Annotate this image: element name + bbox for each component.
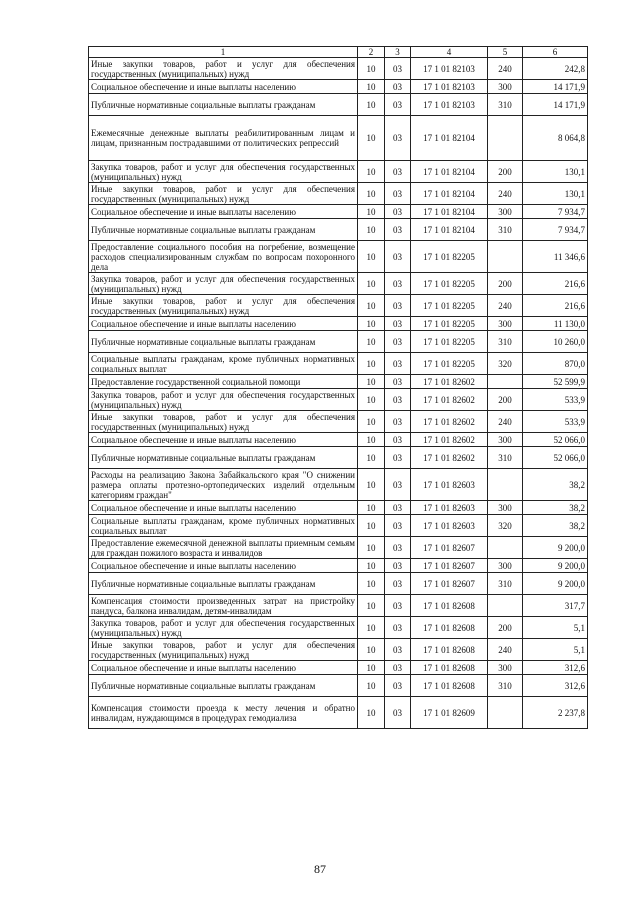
row-section: 10 — [358, 80, 385, 94]
table-row — [89, 295, 588, 317]
row-section: 10 — [358, 661, 385, 675]
row-expense-type: 300 — [488, 317, 523, 331]
row-section: 10 — [358, 411, 385, 433]
row-amount: 242,8 — [523, 58, 588, 80]
row-amount: 216,6 — [523, 295, 588, 317]
row-amount: 7 934,7 — [523, 205, 588, 219]
row-target-code: 17 1 01 82602 — [411, 411, 488, 433]
row-section: 10 — [358, 273, 385, 295]
row-target-code: 17 1 01 82205 — [411, 241, 488, 273]
row-expense-type: 320 — [488, 515, 523, 537]
row-amount: 52 066,0 — [523, 433, 588, 447]
row-amount: 130,1 — [523, 161, 588, 183]
header-col-1: 1 — [89, 47, 358, 58]
row-name: Публичные нормативные социальные выплаты гражданам — [89, 94, 358, 116]
row-section: 10 — [358, 573, 385, 595]
table-row — [89, 537, 588, 559]
row-amount: 38,2 — [523, 469, 588, 501]
table-row — [89, 559, 588, 573]
row-section: 10 — [358, 617, 385, 639]
row-expense-type — [488, 375, 523, 389]
row-section: 10 — [358, 353, 385, 375]
row-subsection: 03 — [385, 537, 411, 559]
row-expense-type: 310 — [488, 94, 523, 116]
row-expense-type: 310 — [488, 331, 523, 353]
row-subsection: 03 — [385, 58, 411, 80]
row-section: 10 — [358, 94, 385, 116]
row-subsection: 03 — [385, 295, 411, 317]
row-amount: 312,6 — [523, 675, 588, 697]
row-target-code: 17 1 01 82608 — [411, 595, 488, 617]
row-name: Публичные нормативные социальные выплаты гражданам — [89, 219, 358, 241]
row-section: 10 — [358, 116, 385, 161]
row-name: Социальное обеспечение и иные выплаты населению — [89, 317, 358, 331]
table-row — [89, 353, 588, 375]
row-amount: 130,1 — [523, 183, 588, 205]
row-subsection: 03 — [385, 205, 411, 219]
table-row — [89, 375, 588, 389]
row-section: 10 — [358, 389, 385, 411]
row-section: 10 — [358, 219, 385, 241]
row-expense-type: 240 — [488, 639, 523, 661]
table-row — [89, 617, 588, 639]
row-expense-type: 300 — [488, 205, 523, 219]
table-row — [89, 661, 588, 675]
row-name: Компенсация стоимости произведенных затрат на пристройку пандуса, балкона инвалидам, детям-инвалидам — [89, 595, 358, 617]
table-row — [89, 161, 588, 183]
row-name: Предоставление социального пособия на погребение, возмещение расходов специализированным службам по вопросам похоронного дела — [89, 241, 358, 273]
row-amount: 7 934,7 — [523, 219, 588, 241]
row-subsection: 03 — [385, 617, 411, 639]
row-name: Закупка товаров, работ и услуг для обеспечения государственных (муниципальных) нужд — [89, 273, 358, 295]
row-subsection: 03 — [385, 433, 411, 447]
row-target-code: 17 1 01 82104 — [411, 205, 488, 219]
row-target-code: 17 1 01 82103 — [411, 80, 488, 94]
budget-table — [88, 46, 588, 729]
row-subsection: 03 — [385, 573, 411, 595]
table-row — [89, 501, 588, 515]
row-name: Иные закупки товаров, работ и услуг для обеспечения государственных (муниципальных) нужд — [89, 295, 358, 317]
row-subsection: 03 — [385, 675, 411, 697]
row-section: 10 — [358, 559, 385, 573]
row-amount: 312,6 — [523, 661, 588, 675]
row-expense-type — [488, 469, 523, 501]
row-target-code: 17 1 01 82608 — [411, 617, 488, 639]
row-subsection: 03 — [385, 515, 411, 537]
row-amount: 216,6 — [523, 273, 588, 295]
row-name: Расходы на реализацию Закона Забайкальского края "О снижении размера оплаты протезно-ортопедических изделий отдельным категориям граждан" — [89, 469, 358, 501]
row-name: Социальное обеспечение и иные выплаты населению — [89, 205, 358, 219]
row-target-code: 17 1 01 82608 — [411, 639, 488, 661]
row-amount: 11 346,6 — [523, 241, 588, 273]
row-section: 10 — [358, 317, 385, 331]
table-row — [89, 183, 588, 205]
row-amount: 52 066,0 — [523, 447, 588, 469]
row-section: 10 — [358, 501, 385, 515]
header-col-4: 4 — [411, 47, 488, 58]
row-amount: 11 130,0 — [523, 317, 588, 331]
row-name: Публичные нормативные социальные выплаты гражданам — [89, 331, 358, 353]
row-section: 10 — [358, 295, 385, 317]
row-name: Публичные нормативные социальные выплаты гражданам — [89, 573, 358, 595]
row-expense-type — [488, 241, 523, 273]
row-subsection: 03 — [385, 411, 411, 433]
table-row — [89, 241, 588, 273]
row-subsection: 03 — [385, 80, 411, 94]
row-amount: 2 237,8 — [523, 697, 588, 729]
row-subsection: 03 — [385, 389, 411, 411]
row-target-code: 17 1 01 82602 — [411, 433, 488, 447]
row-expense-type: 200 — [488, 389, 523, 411]
row-amount: 14 171,9 — [523, 80, 588, 94]
row-name: Социальные выплаты гражданам, кроме публичных нормативных социальных выплат — [89, 515, 358, 537]
row-subsection: 03 — [385, 353, 411, 375]
row-amount: 317,7 — [523, 595, 588, 617]
table-row — [89, 595, 588, 617]
row-expense-type: 240 — [488, 295, 523, 317]
row-target-code: 17 1 01 82104 — [411, 161, 488, 183]
row-name: Социальные выплаты гражданам, кроме публичных нормативных социальных выплат — [89, 353, 358, 375]
row-subsection: 03 — [385, 447, 411, 469]
row-expense-type — [488, 697, 523, 729]
row-name: Закупка товаров, работ и услуг для обеспечения государственных (муниципальных) нужд — [89, 161, 358, 183]
row-target-code: 17 1 01 82607 — [411, 559, 488, 573]
table-row — [89, 573, 588, 595]
row-section: 10 — [358, 161, 385, 183]
table-row — [89, 58, 588, 80]
row-amount: 8 064,8 — [523, 116, 588, 161]
row-subsection: 03 — [385, 501, 411, 515]
row-subsection: 03 — [385, 639, 411, 661]
row-target-code: 17 1 01 82205 — [411, 317, 488, 331]
row-name: Публичные нормативные социальные выплаты гражданам — [89, 675, 358, 697]
row-expense-type: 310 — [488, 219, 523, 241]
row-expense-type: 310 — [488, 675, 523, 697]
row-section: 10 — [358, 447, 385, 469]
row-expense-type: 240 — [488, 183, 523, 205]
row-subsection: 03 — [385, 317, 411, 331]
row-amount: 9 200,0 — [523, 559, 588, 573]
row-subsection: 03 — [385, 661, 411, 675]
row-name: Иные закупки товаров, работ и услуг для обеспечения государственных (муниципальных) нужд — [89, 411, 358, 433]
row-name: Социальное обеспечение и иные выплаты населению — [89, 80, 358, 94]
header-col-6: 6 — [523, 47, 588, 58]
row-target-code: 17 1 01 82205 — [411, 295, 488, 317]
row-amount: 38,2 — [523, 501, 588, 515]
row-amount: 38,2 — [523, 515, 588, 537]
row-expense-type: 310 — [488, 573, 523, 595]
row-subsection: 03 — [385, 375, 411, 389]
row-name: Иные закупки товаров, работ и услуг для обеспечения государственных (муниципальных) нужд — [89, 183, 358, 205]
row-expense-type — [488, 116, 523, 161]
table-row — [89, 469, 588, 501]
row-expense-type: 240 — [488, 58, 523, 80]
row-section: 10 — [358, 675, 385, 697]
row-target-code: 17 1 01 82602 — [411, 389, 488, 411]
table-row — [89, 447, 588, 469]
row-amount: 10 260,0 — [523, 331, 588, 353]
row-target-code: 17 1 01 82104 — [411, 116, 488, 161]
row-subsection: 03 — [385, 116, 411, 161]
header-col-5: 5 — [488, 47, 523, 58]
row-section: 10 — [358, 515, 385, 537]
row-target-code: 17 1 01 82205 — [411, 353, 488, 375]
row-subsection: 03 — [385, 331, 411, 353]
row-subsection: 03 — [385, 273, 411, 295]
row-target-code: 17 1 01 82602 — [411, 375, 488, 389]
table-row — [89, 411, 588, 433]
row-subsection: 03 — [385, 559, 411, 573]
row-subsection: 03 — [385, 183, 411, 205]
row-target-code: 17 1 01 82205 — [411, 331, 488, 353]
row-section: 10 — [358, 331, 385, 353]
row-target-code: 17 1 01 82103 — [411, 58, 488, 80]
row-expense-type: 300 — [488, 80, 523, 94]
row-section: 10 — [358, 375, 385, 389]
row-target-code: 17 1 01 82104 — [411, 183, 488, 205]
row-section: 10 — [358, 241, 385, 273]
row-name: Публичные нормативные социальные выплаты гражданам — [89, 447, 358, 469]
table-row — [89, 331, 588, 353]
row-name: Предоставление ежемесячной денежной выплаты приемным семьям для граждан пожилого возраста и инвалидов — [89, 537, 358, 559]
row-name: Ежемесячные денежные выплаты реабилитированным лицам и лицам, признанным пострадавшими от политических репрессий — [89, 116, 358, 161]
row-amount: 9 200,0 — [523, 537, 588, 559]
table-row — [89, 273, 588, 295]
table-body — [89, 58, 588, 729]
row-target-code: 17 1 01 82608 — [411, 661, 488, 675]
table-row — [89, 675, 588, 697]
row-target-code: 17 1 01 82205 — [411, 273, 488, 295]
table-row — [89, 317, 588, 331]
row-target-code: 17 1 01 82602 — [411, 447, 488, 469]
header-row — [89, 47, 588, 58]
row-section: 10 — [358, 433, 385, 447]
row-target-code: 17 1 01 82608 — [411, 675, 488, 697]
table-row — [89, 219, 588, 241]
row-target-code: 17 1 01 82104 — [411, 219, 488, 241]
row-subsection: 03 — [385, 241, 411, 273]
row-target-code: 17 1 01 82607 — [411, 537, 488, 559]
row-section: 10 — [358, 205, 385, 219]
row-name: Предоставление государственной социальной помощи — [89, 375, 358, 389]
row-expense-type — [488, 537, 523, 559]
row-name: Иные закупки товаров, работ и услуг для обеспечения государственных (муниципальных) нужд — [89, 639, 358, 661]
row-subsection: 03 — [385, 219, 411, 241]
row-target-code: 17 1 01 82607 — [411, 573, 488, 595]
row-name: Закупка товаров, работ и услуг для обеспечения государственных (муниципальных) нужд — [89, 389, 358, 411]
row-amount: 870,0 — [523, 353, 588, 375]
row-target-code: 17 1 01 82603 — [411, 515, 488, 537]
page-number: 87 — [314, 862, 326, 876]
row-name: Социальное обеспечение и иные выплаты населению — [89, 661, 358, 675]
row-name: Компенсация стоимости проезда к месту лечения и обратно инвалидам, нуждающимся в процедурах гемодиализа — [89, 697, 358, 729]
row-amount: 14 171,9 — [523, 94, 588, 116]
row-name: Иные закупки товаров, работ и услуг для обеспечения государственных (муниципальных) нужд — [89, 58, 358, 80]
row-subsection: 03 — [385, 697, 411, 729]
header-col-2: 2 — [358, 47, 385, 58]
table-row — [89, 433, 588, 447]
row-amount: 9 200,0 — [523, 573, 588, 595]
row-amount: 5,1 — [523, 639, 588, 661]
row-subsection: 03 — [385, 161, 411, 183]
row-expense-type: 320 — [488, 353, 523, 375]
row-amount: 5,1 — [523, 617, 588, 639]
row-expense-type: 200 — [488, 273, 523, 295]
row-section: 10 — [358, 639, 385, 661]
table-row — [89, 639, 588, 661]
row-amount: 533,9 — [523, 389, 588, 411]
header-col-3: 3 — [385, 47, 411, 58]
row-subsection: 03 — [385, 595, 411, 617]
row-target-code: 17 1 01 82603 — [411, 469, 488, 501]
row-name: Социальное обеспечение и иные выплаты населению — [89, 433, 358, 447]
row-expense-type: 240 — [488, 411, 523, 433]
row-subsection: 03 — [385, 94, 411, 116]
row-section: 10 — [358, 697, 385, 729]
row-name: Социальное обеспечение и иные выплаты населению — [89, 559, 358, 573]
row-expense-type: 200 — [488, 617, 523, 639]
row-section: 10 — [358, 537, 385, 559]
row-target-code: 17 1 01 82609 — [411, 697, 488, 729]
row-subsection: 03 — [385, 469, 411, 501]
table-row — [89, 205, 588, 219]
table-row — [89, 116, 588, 161]
row-amount: 533,9 — [523, 411, 588, 433]
row-section: 10 — [358, 183, 385, 205]
row-expense-type: 300 — [488, 661, 523, 675]
row-expense-type — [488, 595, 523, 617]
row-expense-type: 300 — [488, 559, 523, 573]
table-row — [89, 94, 588, 116]
row-name: Социальное обеспечение и иные выплаты населению — [89, 501, 358, 515]
row-expense-type: 200 — [488, 161, 523, 183]
row-target-code: 17 1 01 82103 — [411, 94, 488, 116]
row-amount: 52 599,9 — [523, 375, 588, 389]
row-name: Закупка товаров, работ и услуг для обеспечения государственных (муниципальных) нужд — [89, 617, 358, 639]
table-row — [89, 389, 588, 411]
row-section: 10 — [358, 469, 385, 501]
row-target-code: 17 1 01 82603 — [411, 501, 488, 515]
row-expense-type: 310 — [488, 447, 523, 469]
table-row — [89, 697, 588, 729]
table-row — [89, 515, 588, 537]
row-section: 10 — [358, 595, 385, 617]
row-section: 10 — [358, 58, 385, 80]
row-expense-type: 300 — [488, 501, 523, 515]
table-row — [89, 80, 588, 94]
row-expense-type: 300 — [488, 433, 523, 447]
